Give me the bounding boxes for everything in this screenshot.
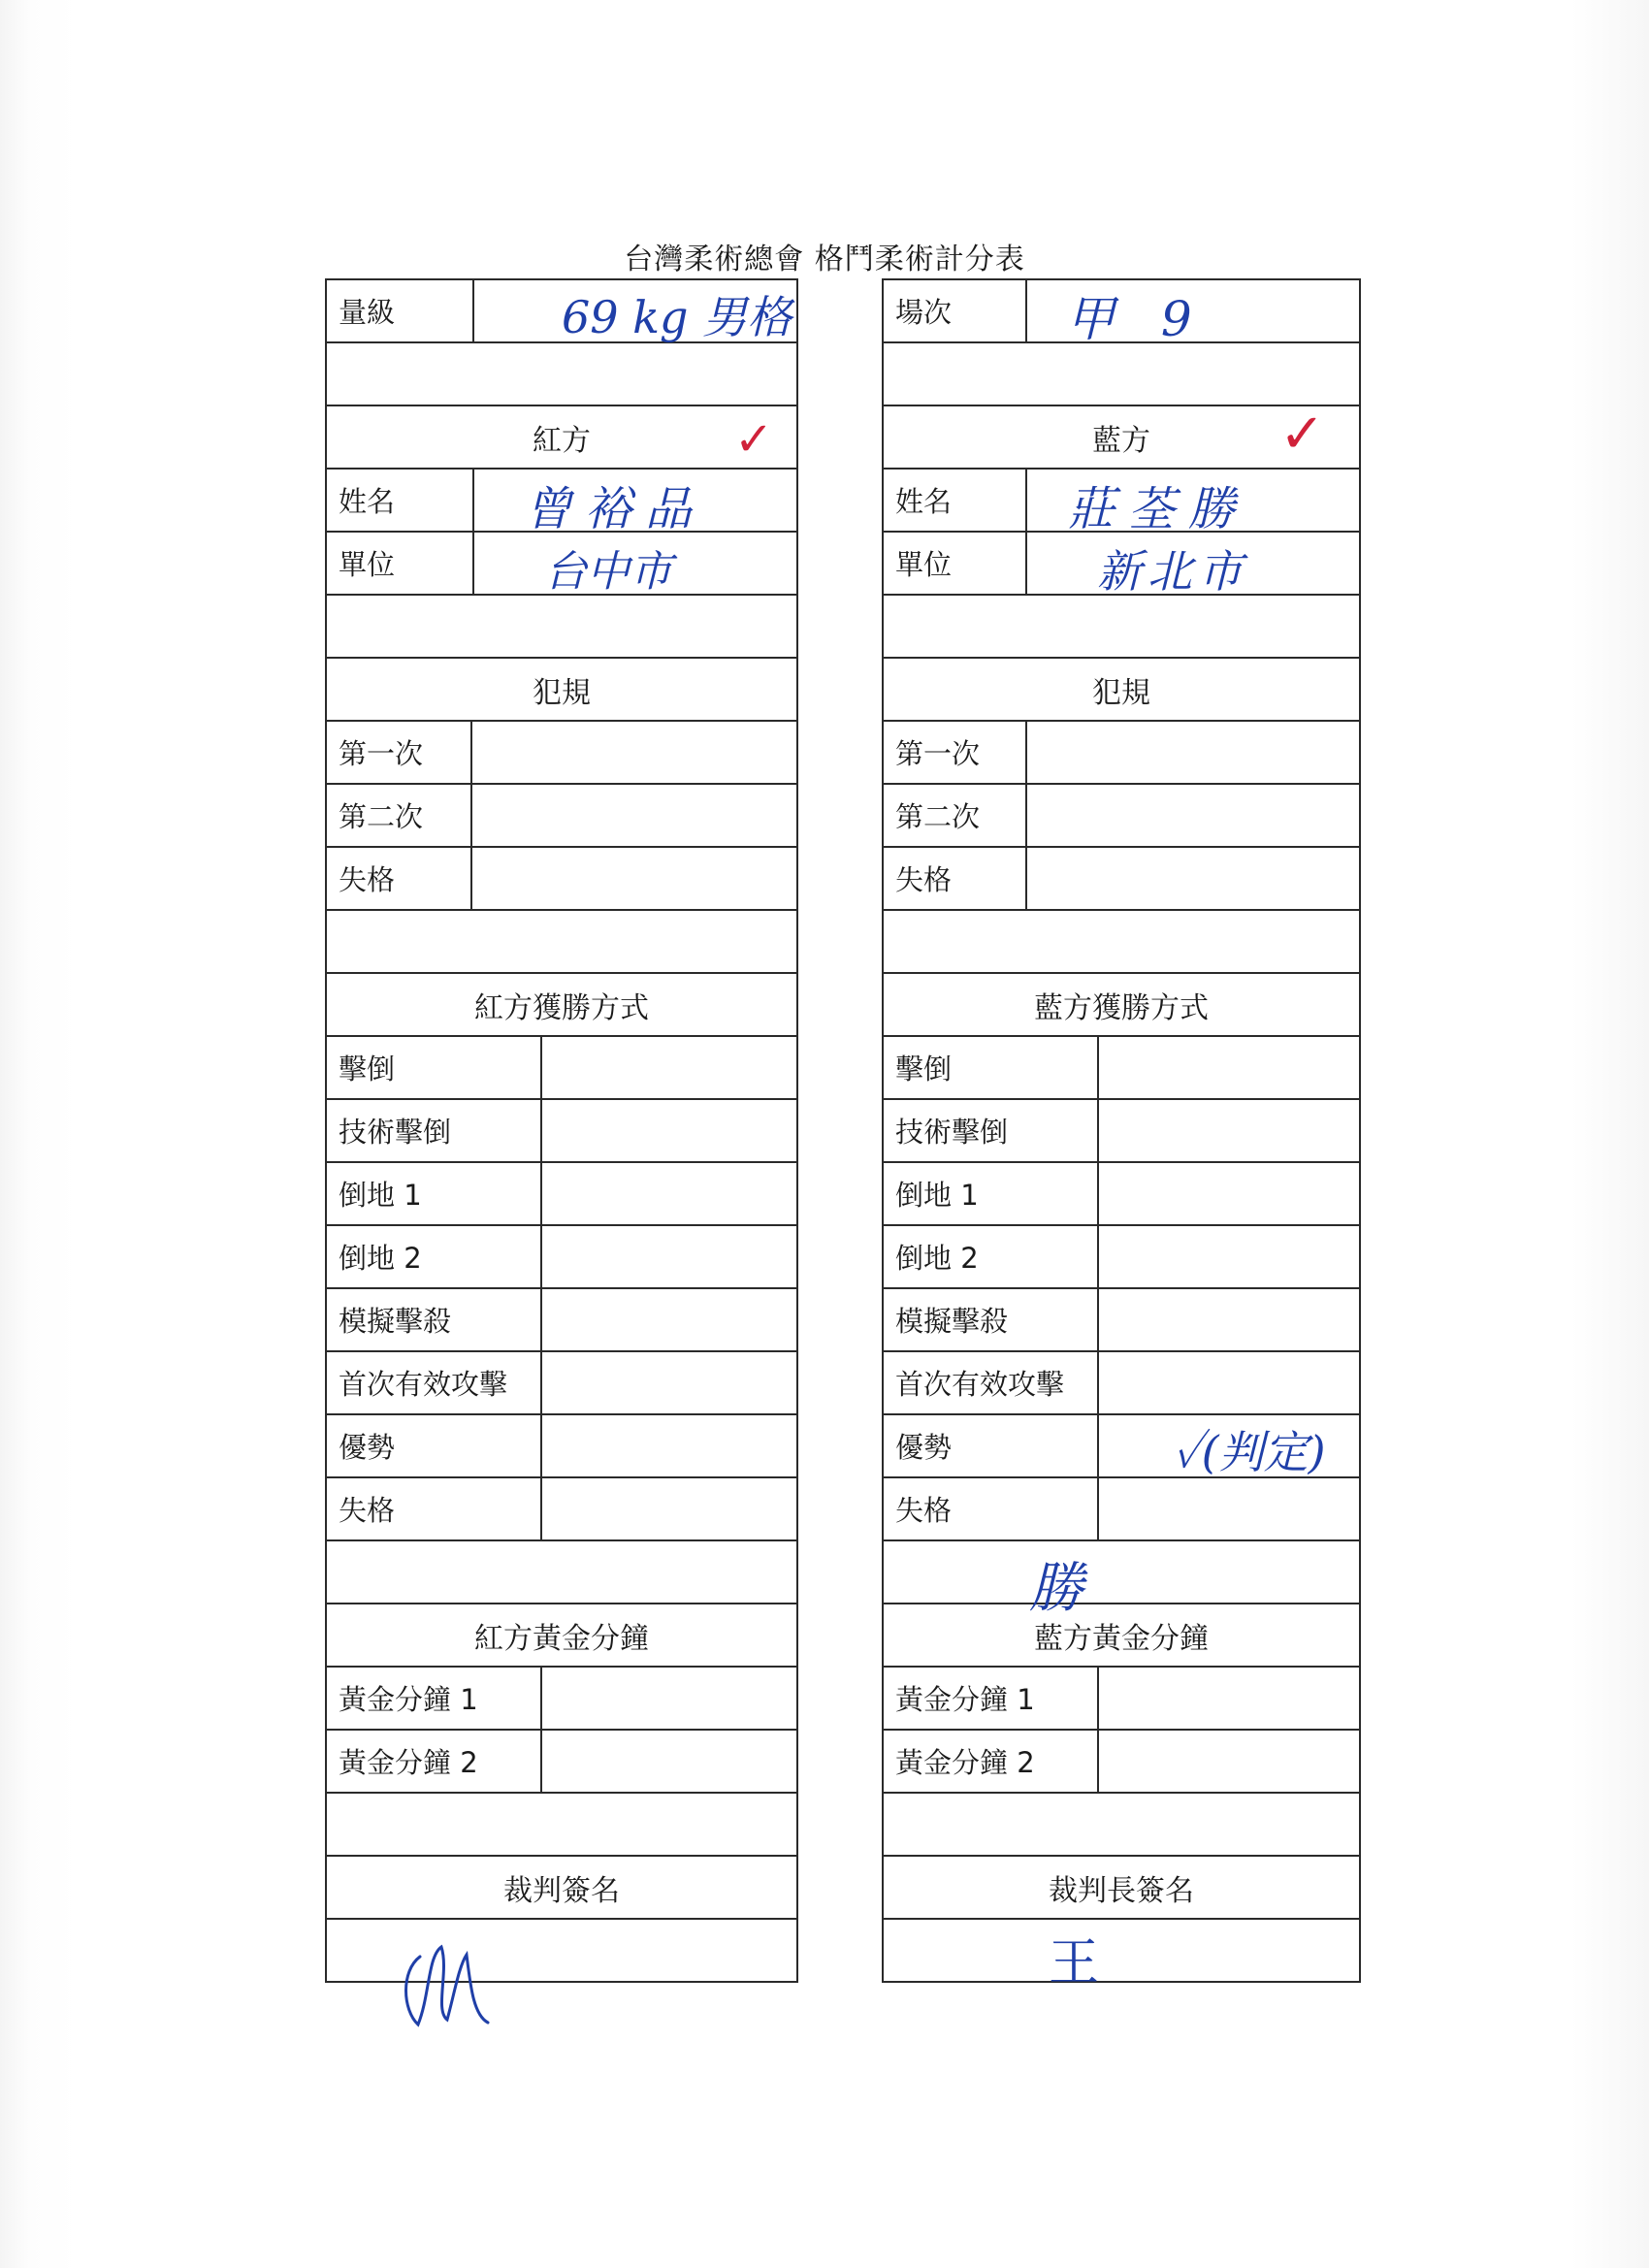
- red-win-cell[interactable]: [542, 1478, 796, 1539]
- red-win-label: 技術擊倒: [327, 1100, 542, 1161]
- blue-win-label: 失格: [884, 1478, 1099, 1539]
- blue-win-row: [884, 1163, 1359, 1226]
- blue-foul-cell[interactable]: [1027, 848, 1359, 909]
- blue-win-label: 擊倒: [884, 1037, 1099, 1098]
- red-golden-label: 黃金分鐘 1: [327, 1668, 542, 1729]
- red-win-cell[interactable]: [542, 1037, 796, 1098]
- red-win-row: [327, 1226, 796, 1289]
- blue-win-label: 模擬擊殺: [884, 1289, 1099, 1350]
- blue-win-cell[interactable]: [1099, 1163, 1359, 1224]
- chief-referee-sign-header: 裁判長簽名: [884, 1857, 1359, 1920]
- red-foul-cell[interactable]: [472, 848, 796, 909]
- red-name-label: 姓名: [327, 470, 474, 531]
- red-win-row: [327, 1037, 796, 1100]
- blue-golden-label: 黃金分鐘 1: [884, 1668, 1099, 1729]
- blue-foul-row: [884, 785, 1359, 848]
- red-unit-row: [327, 533, 796, 596]
- blue-win-cell[interactable]: [1099, 1352, 1359, 1413]
- blue-name-cell[interactable]: [1027, 470, 1359, 536]
- blue-win-label: 首次有效攻擊: [884, 1352, 1099, 1413]
- blue-win-cell[interactable]: [1099, 1226, 1359, 1287]
- blue-win-cell[interactable]: [1099, 1100, 1359, 1161]
- weight-row: [327, 280, 796, 343]
- blue-foul-row: [884, 722, 1359, 785]
- chief-referee-signature-cell[interactable]: [884, 1920, 1359, 1993]
- blue-name-value: 莊荃勝: [1068, 482, 1249, 536]
- red-win-row: [327, 1100, 796, 1163]
- blue-foul-row: [884, 848, 1359, 911]
- red-unit-value: 台中市: [544, 547, 672, 597]
- blue-foul-label: 第一次: [884, 722, 1027, 783]
- red-foul-label: 失格: [327, 848, 472, 909]
- red-golden-cell[interactable]: [542, 1668, 796, 1729]
- red-win-cell[interactable]: [542, 1226, 796, 1287]
- referee-sign-header: 裁判簽名: [327, 1857, 796, 1920]
- blue-win-cell[interactable]: [1099, 1037, 1359, 1098]
- red-name-row: [327, 470, 796, 536]
- red-check-icon: ✓: [734, 412, 774, 467]
- blank-row: [884, 1794, 1359, 1857]
- blue-foul-label: 失格: [884, 848, 1027, 909]
- red-foul-label: 第二次: [327, 785, 472, 846]
- blue-foul-cell[interactable]: [1027, 722, 1359, 783]
- blue-foul-label: 第二次: [884, 785, 1027, 846]
- match-label: 場次: [884, 280, 1027, 341]
- red-win-cell[interactable]: [542, 1352, 796, 1413]
- blue-win-cell[interactable]: [1099, 1415, 1359, 1476]
- blue-unit-cell[interactable]: [1027, 533, 1359, 598]
- red-foul-row: [327, 848, 796, 911]
- blank-row: [327, 911, 796, 974]
- weight-value: 69 kg 男格: [562, 291, 792, 343]
- blank-row: [884, 596, 1359, 659]
- blue-win-header: 藍方獲勝方式: [884, 974, 1359, 1037]
- blank-row: [884, 343, 1359, 406]
- red-win-cell[interactable]: [542, 1163, 796, 1224]
- blue-win-cell[interactable]: [1099, 1289, 1359, 1350]
- blue-golden-row: [884, 1731, 1359, 1794]
- red-column: [325, 278, 798, 1983]
- red-win-label: 倒地 2: [327, 1226, 542, 1287]
- red-win-cell[interactable]: [542, 1100, 796, 1161]
- blue-win-cell[interactable]: [1099, 1478, 1359, 1539]
- red-win-label: 擊倒: [327, 1037, 542, 1098]
- red-win-header: 紅方獲勝方式: [327, 974, 796, 1037]
- red-win-label: 首次有效攻擊: [327, 1352, 542, 1413]
- weight-value-cell[interactable]: [474, 280, 796, 341]
- blue-win-row: [884, 1352, 1359, 1415]
- blue-column: [882, 278, 1361, 1993]
- blue-golden-cell[interactable]: [1099, 1731, 1359, 1792]
- blank-row: [884, 911, 1359, 974]
- red-fouls-header: 犯規: [327, 659, 796, 722]
- blue-win-row: [884, 1289, 1359, 1352]
- red-foul-row: [327, 785, 796, 848]
- red-golden-label: 黃金分鐘 2: [327, 1731, 542, 1792]
- blue-unit-value: 新北市: [1097, 545, 1248, 598]
- referee-signature-icon: [391, 1928, 507, 2034]
- red-golden-row: [327, 1731, 796, 1794]
- red-side-header: [327, 406, 796, 470]
- red-win-label: 失格: [327, 1478, 542, 1539]
- red-foul-cell[interactable]: [472, 722, 796, 783]
- blue-side-label: 藍方: [1092, 423, 1150, 458]
- red-win-row: [327, 1289, 796, 1352]
- blank-row: [327, 596, 796, 659]
- blue-golden-label: 黃金分鐘 2: [884, 1731, 1099, 1792]
- red-golden-row: [327, 1668, 796, 1731]
- blue-golden-row: [884, 1668, 1359, 1731]
- blue-check-icon: ✓: [1279, 403, 1325, 466]
- blue-win-row: [884, 1226, 1359, 1289]
- red-win-row: [327, 1352, 796, 1415]
- blue-win-label: 倒地 1: [884, 1163, 1099, 1224]
- red-unit-cell[interactable]: [474, 533, 796, 597]
- blue-name-label: 姓名: [884, 470, 1027, 531]
- red-win-row: [327, 1478, 796, 1541]
- blue-win-row: [884, 1415, 1359, 1478]
- red-win-label: 優勢: [327, 1415, 542, 1476]
- red-name-value: 曾裕品: [525, 482, 706, 536]
- weight-label: 量級: [327, 280, 474, 341]
- match-value-cell[interactable]: [1027, 280, 1359, 347]
- red-golden-header: 紅方黃金分鐘: [327, 1604, 796, 1668]
- blue-fouls-header: 犯規: [884, 659, 1359, 722]
- red-foul-cell[interactable]: [472, 785, 796, 846]
- red-foul-label: 第一次: [327, 722, 472, 783]
- red-name-cell[interactable]: [474, 470, 796, 536]
- red-win-cell[interactable]: [542, 1289, 796, 1350]
- blue-side-header: [884, 403, 1359, 470]
- red-win-row: [327, 1163, 796, 1226]
- blue-unit-row: [884, 533, 1359, 596]
- blank-row: [327, 343, 796, 406]
- blue-win-row: [884, 1037, 1359, 1100]
- blue-unit-label: 單位: [884, 533, 1027, 594]
- sheet-title: 台灣柔術總會 格鬥柔術計分表: [624, 243, 1025, 276]
- blue-win-row: [884, 1100, 1359, 1163]
- blue-win-row: [884, 1478, 1359, 1541]
- blue-win-label: 優勢: [884, 1415, 1099, 1476]
- red-win-label: 倒地 1: [327, 1163, 542, 1224]
- blue-name-row: [884, 470, 1359, 536]
- red-foul-row: [327, 722, 796, 785]
- blue-golden-header: 藍方黃金分鐘: [884, 1604, 1359, 1668]
- blank-row: [884, 1541, 1359, 1620]
- blank-row: [327, 1794, 796, 1857]
- referee-signature-cell[interactable]: [327, 1920, 796, 1983]
- blank-row: [327, 1541, 796, 1604]
- blue-win-label: 倒地 2: [884, 1226, 1099, 1287]
- blue-foul-cell[interactable]: [1027, 785, 1359, 846]
- chief-referee-signature: 王: [1049, 1934, 1100, 1993]
- blue-golden-cell[interactable]: [1099, 1668, 1359, 1729]
- red-side-label: 紅方: [533, 423, 591, 458]
- red-unit-label: 單位: [327, 533, 474, 594]
- red-win-label: 模擬擊殺: [327, 1289, 542, 1350]
- blue-win-note: 勝: [1029, 1557, 1083, 1620]
- blue-advantage-note: ✓(判定): [1173, 1426, 1326, 1478]
- red-win-cell[interactable]: [542, 1415, 796, 1476]
- red-win-row: [327, 1415, 796, 1478]
- red-golden-cell[interactable]: [542, 1731, 796, 1792]
- match-value: 甲 9: [1066, 291, 1208, 347]
- match-row: [884, 280, 1359, 347]
- blue-win-label: 技術擊倒: [884, 1100, 1099, 1161]
